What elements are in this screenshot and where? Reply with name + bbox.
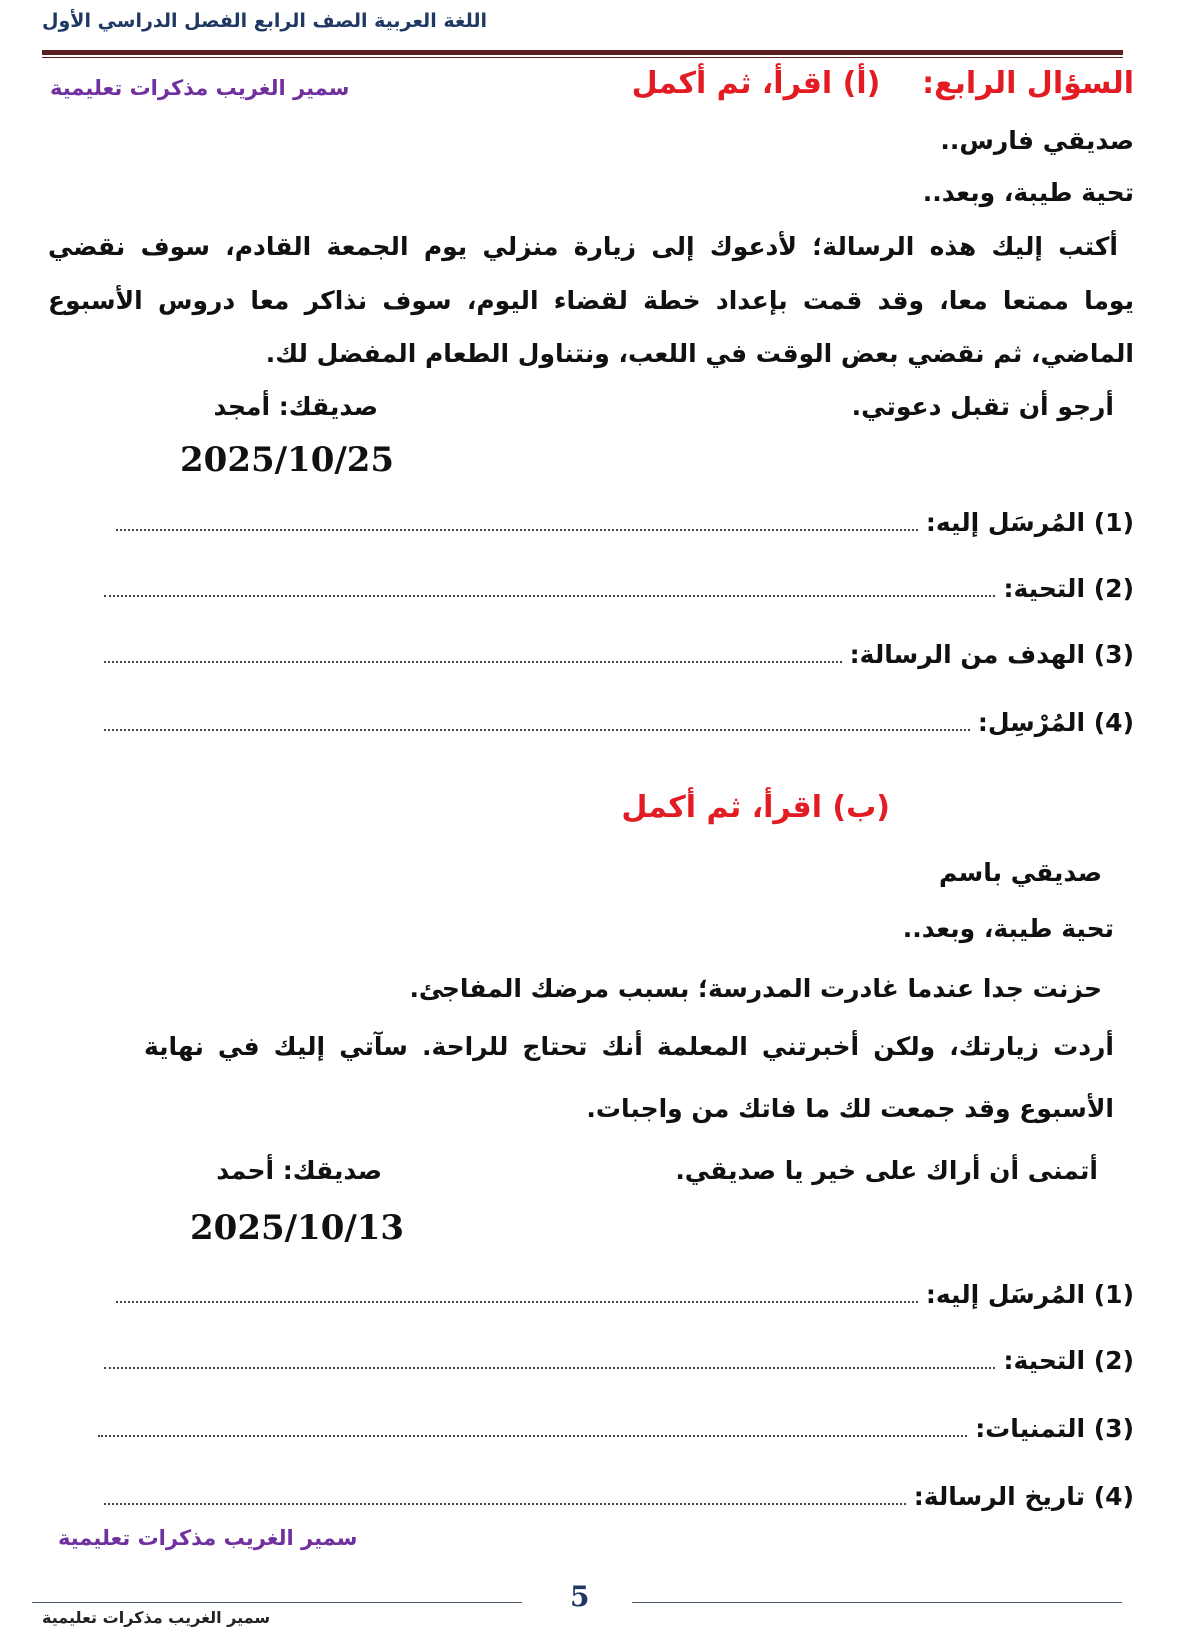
footer-rule-left [32, 1602, 522, 1603]
footer-rule-right [632, 1602, 1122, 1603]
letter-b-signature: صديقك: أحمد [216, 1156, 382, 1185]
question-a4: (4) المُرْسِل: [104, 708, 1134, 737]
part-b-title: (ب) اقرأ، ثم أكمل [621, 790, 890, 825]
question-b3: (3) التمنيات: [98, 1414, 1134, 1443]
answer-field[interactable] [104, 1503, 906, 1505]
letter-a-body-1: أكتب إليك هذه الرسالة؛ لأدعوك إلى زيارة منزلي يوم الجمعة القادم، سوف نقضي [48, 232, 1118, 261]
watermark-top: سمير الغريب مذكرات تعليمية [50, 76, 350, 100]
question-b1: (1) المُرسَل إليه: [116, 1280, 1134, 1309]
letter-a-greeting-name: صديقي فارس.. [940, 126, 1134, 155]
watermark-bottom: سمير الغريب مذكرات تعليمية [58, 1526, 358, 1550]
letter-b-salutation: تحية طيبة، وبعد.. [902, 914, 1114, 943]
letter-a-date: 2025/10/25 [180, 440, 395, 480]
question-a3: (3) الهدف من الرسالة: [104, 640, 1134, 669]
letter-b-greeting-name: صديقي باسم [939, 858, 1102, 887]
question-label: السؤال الرابع: [922, 66, 1134, 101]
answer-field[interactable] [116, 1301, 918, 1303]
header-rule [42, 50, 1123, 55]
letter-b-body-3: الأسبوع وقد جمعت لك ما فاتك من واجبات. [586, 1094, 1114, 1123]
question-heading [632, 66, 1134, 101]
letter-b-body-1: حزنت جدا عندما غادرت المدرسة؛ بسبب مرضك المفاجئ. [409, 974, 1102, 1003]
answer-field[interactable] [104, 729, 970, 731]
header-title: اللغة العربية الصف الرابع الفصل الدراسي الأول [42, 10, 487, 32]
footer-credit: سمير الغريب مذكرات تعليمية [42, 1608, 271, 1627]
letter-a-salutation: تحية طيبة، وبعد.. [922, 178, 1134, 207]
letter-a-body-2: يوما ممتعا معا، وقد قمت بإعداد خطة لقضاء اليوم، سوف نذاكر معا دروس الأسبوع [48, 286, 1134, 315]
part-a-title: (أ) اقرأ، ثم أكمل [631, 66, 881, 101]
question-b2: (2) التحية: [104, 1346, 1134, 1375]
answer-field[interactable] [98, 1435, 967, 1437]
letter-b-closing: أتمنى أن أراك على خير يا صديقي. [675, 1156, 1098, 1185]
letter-a-closing: أرجو أن تقبل دعوتي. [851, 392, 1114, 421]
letter-b-date: 2025/10/13 [190, 1208, 405, 1248]
question-a1: (1) المُرسَل إليه: [116, 508, 1134, 537]
answer-field[interactable] [104, 595, 995, 597]
answer-field[interactable] [104, 1367, 995, 1369]
question-a2: (2) التحية: [104, 574, 1134, 603]
question-b4: (4) تاريخ الرسالة: [104, 1482, 1134, 1511]
answer-field[interactable] [116, 529, 918, 531]
letter-b-body-2: أردت زيارتك، ولكن أخبرتني المعلمة أنك تحتاج للراحة. سآتي إليك في نهاية [144, 1032, 1114, 1061]
page-number: 5 [570, 1580, 590, 1613]
letter-a-signature: صديقك: أمجد [213, 392, 378, 421]
answer-field[interactable] [104, 661, 842, 663]
letter-a-body-3: الماضي، ثم نقضي بعض الوقت في اللعب، ونتناول الطعام المفضل لك. [265, 339, 1134, 368]
header-rule-thin [42, 57, 1123, 58]
